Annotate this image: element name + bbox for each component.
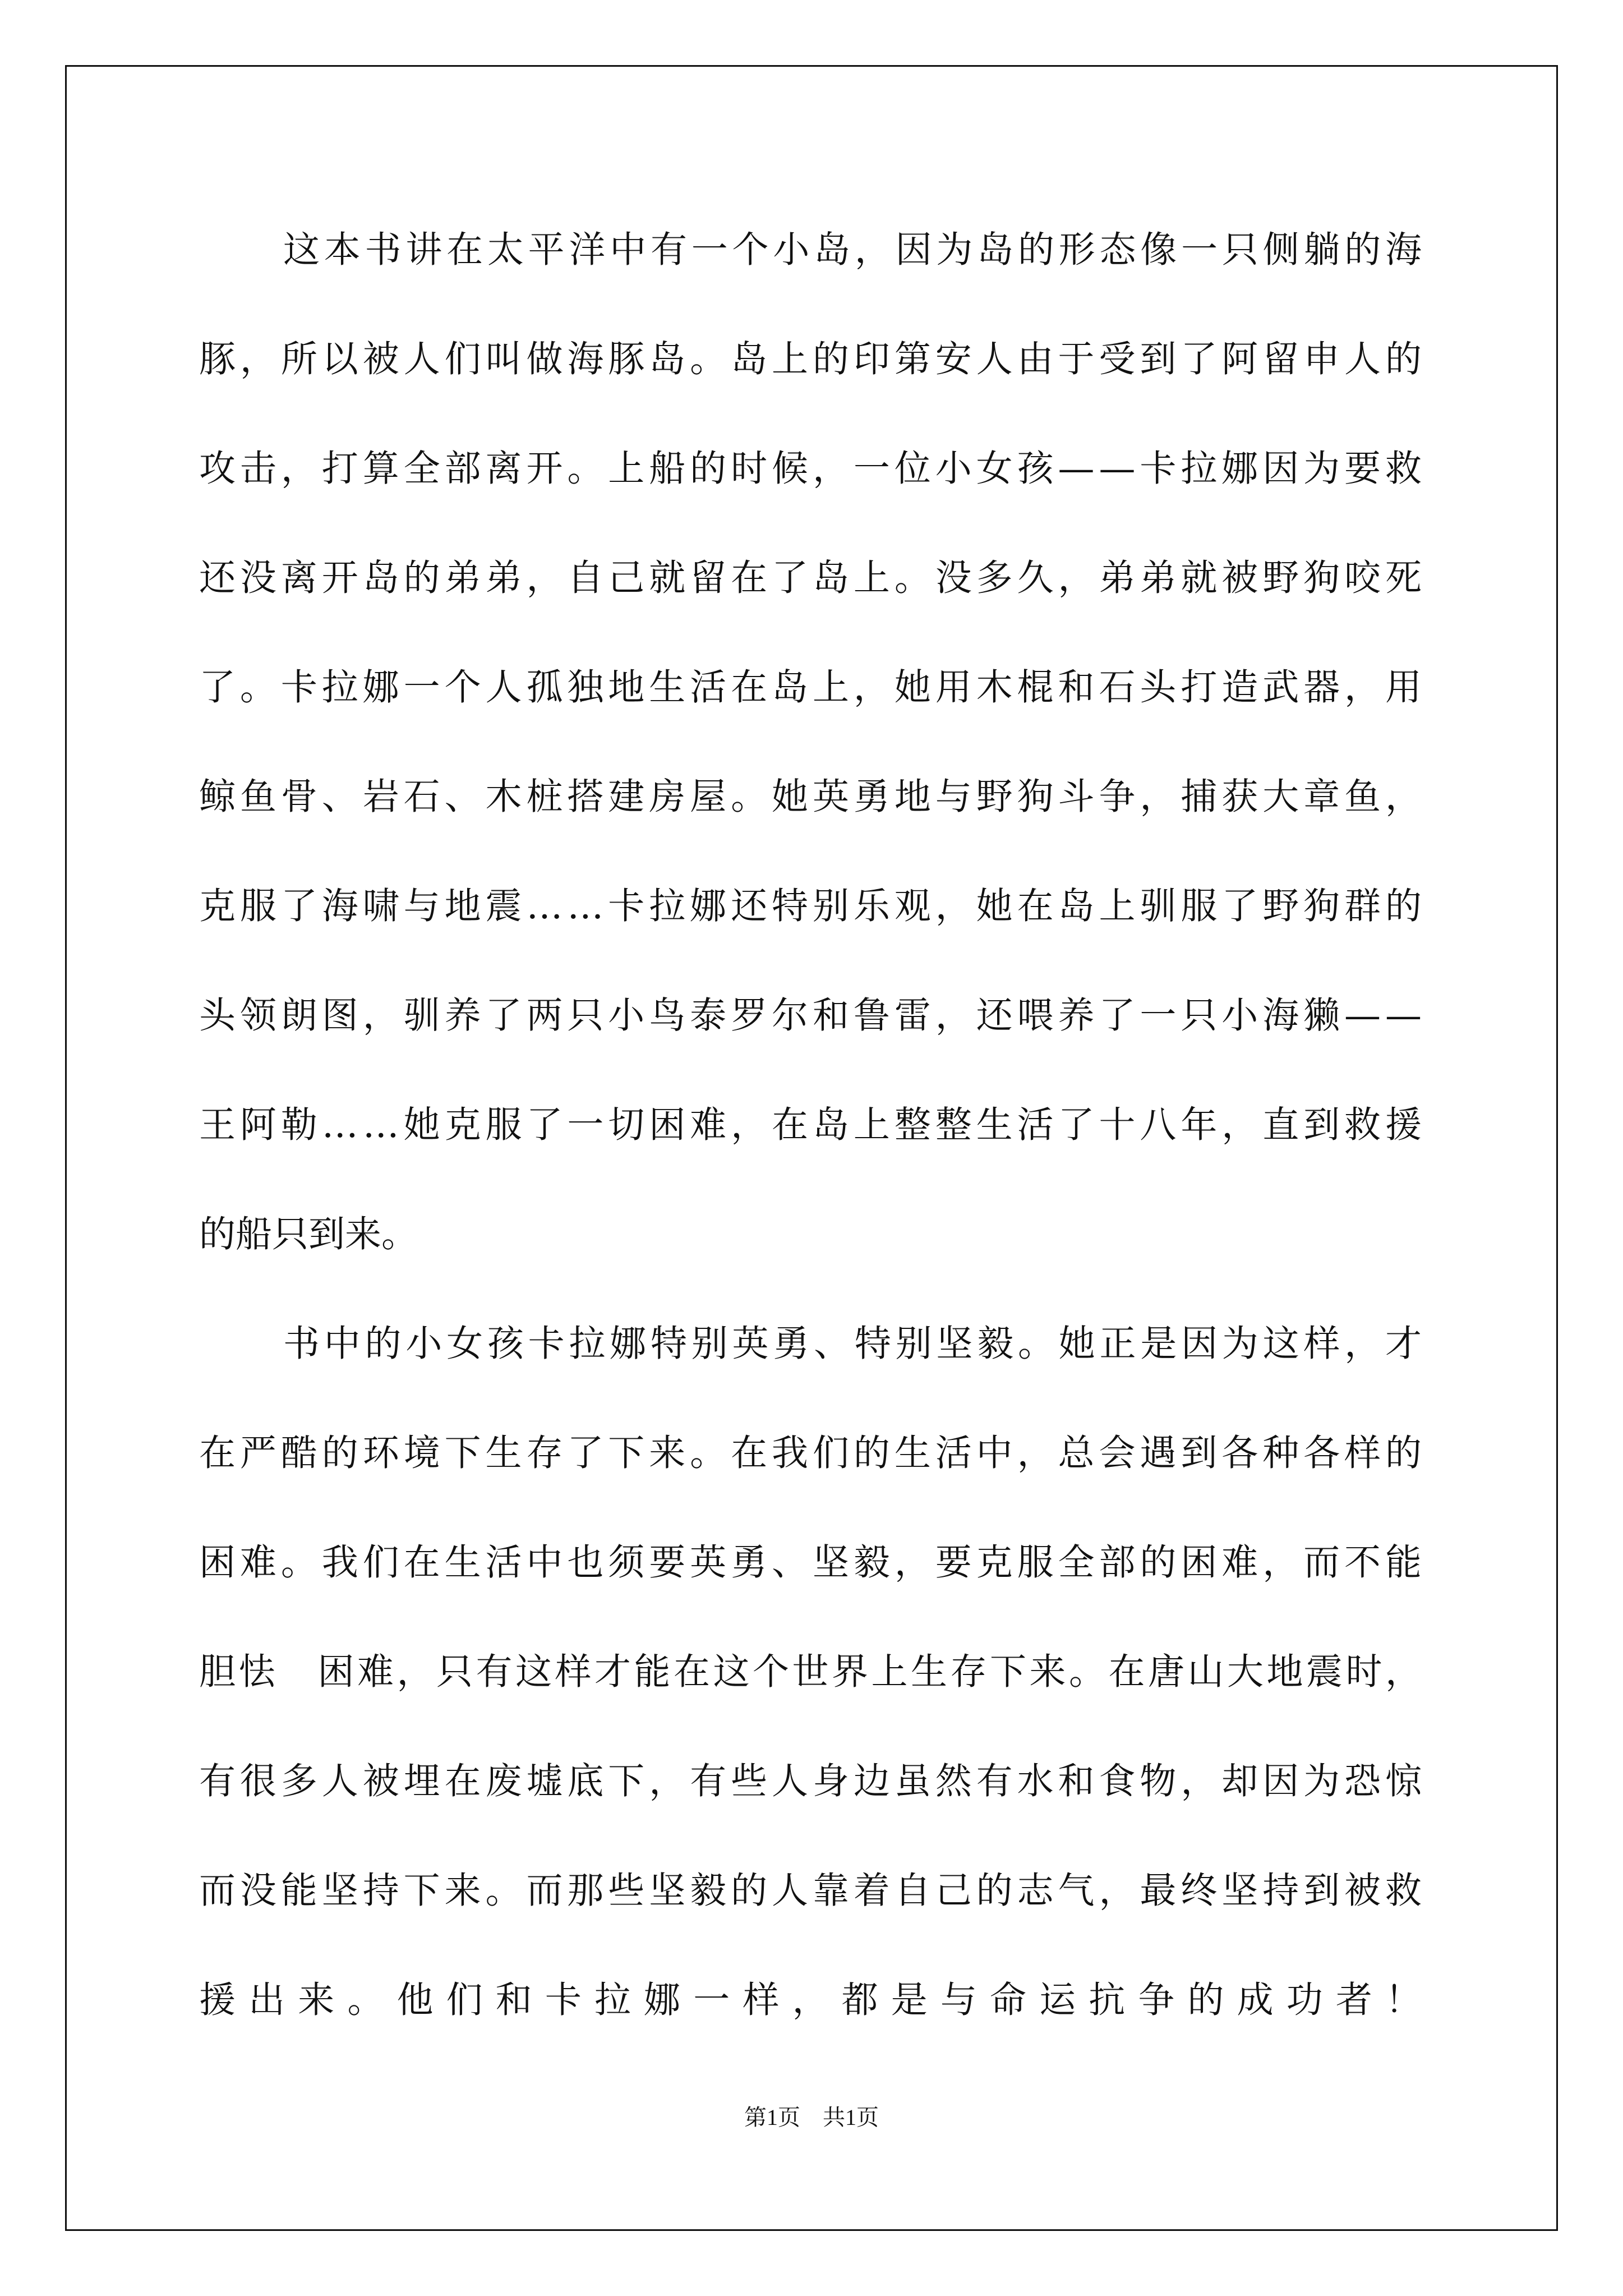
text-line: 克服了海啸与地震……卡拉娜还特别乐观，她在岛上驯服了野狗群的	[199, 885, 1426, 927]
text-line: 了。卡拉娜一个人孤独地生活在岛上，她用木棍和石头打造武器，用	[199, 666, 1426, 708]
text-line: 的船只到来。	[199, 1213, 418, 1255]
text-line: 在严酷的环境下生存了下来。在我们的生活中，总会遇到各种各样的	[199, 1432, 1426, 1474]
text-line: 胆怯 困难，只有这样才能在这个世界上生存下来。在唐山大地震时，	[199, 1651, 1425, 1693]
text-line: 鲸鱼骨、岩石、木桩搭建房屋。她英勇地与野狗斗争，捕获大章鱼，	[199, 776, 1426, 818]
text-line: 而没能坚持下来。而那些坚毅的人靠着自己的志气，最终坚持到被救	[199, 1870, 1426, 1912]
page-number-footer: 第1页 共1页	[744, 2105, 879, 2130]
text-line: 这本书讲在太平洋中有一个小岛，因为岛的形态像一只侧躺的海	[283, 229, 1426, 271]
text-line: 攻击，打算全部离开。上船的时候，一位小女孩——卡拉娜因为要救	[199, 448, 1426, 490]
text-line: 王阿勒……她克服了一切困难，在岛上整整生活了十八年，直到救援	[199, 1104, 1426, 1146]
text-line: 援出来。他们和卡拉娜一样，都是与命运抗争的成功者！	[199, 1979, 1435, 2021]
text-line: 书中的小女孩卡拉娜特别英勇、特别坚毅。她正是因为这样，才	[283, 1323, 1426, 1365]
text-line: 有很多人被埋在废墟底下，有些人身边虽然有水和食物，却因为恐惊	[199, 1760, 1426, 1802]
text-line: 头领朗图，驯养了两只小鸟泰罗尔和鲁雷，还喂养了一只小海獭——	[199, 995, 1426, 1037]
text-line: 豚，所以被人们叫做海豚岛。岛上的印第安人由于受到了阿留申人的	[199, 338, 1426, 380]
text-line: 还没离开岛的弟弟，自己就留在了岛上。没多久，弟弟就被野狗咬死	[199, 557, 1426, 599]
text-line: 困难。我们在生活中也须要英勇、坚毅，要克服全部的困难，而不能	[199, 1542, 1426, 1584]
